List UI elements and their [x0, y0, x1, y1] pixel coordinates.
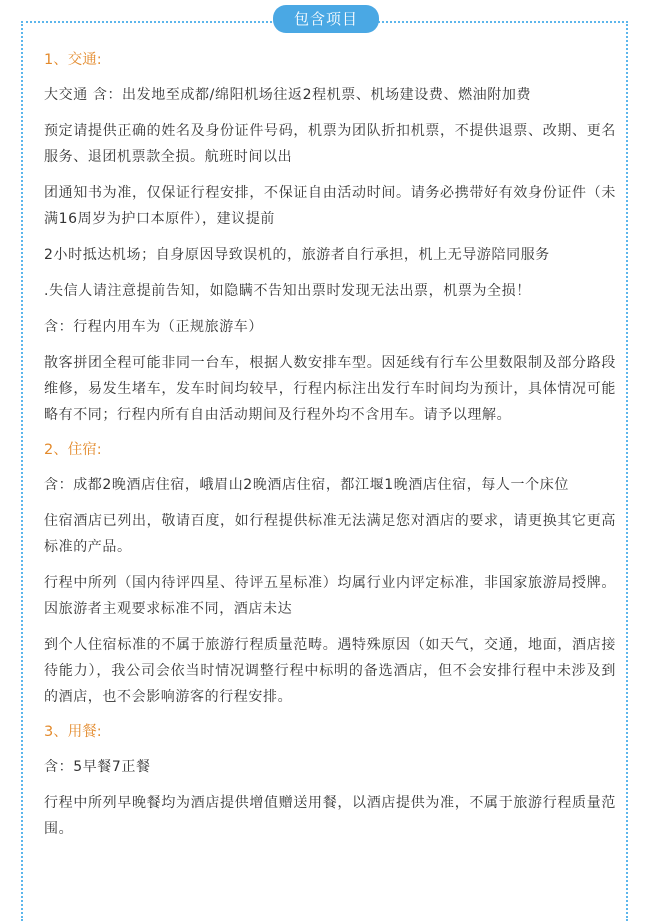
meals-heading: 3、用餐: [44, 724, 102, 740]
transport-heading: 1、交通: [44, 52, 102, 68]
transport-paragraph: 团通知书为准，仅保证行程安排，不保证自由活动时间。请务必携带好有效身份证件（未满16周岁为护口本原件），建议提前 [44, 185, 616, 227]
transport-paragraph: .失信人请注意提前告知，如隐瞒不告知出票时发现无法出票，机票为全损！ [44, 283, 531, 299]
transport-paragraph: 预定请提供正确的姓名及身份证件号码，机票为团队折扣机票，不提供退票、改期、更名服务、退团机票款全损。航班时间以出 [44, 123, 616, 165]
lodging-paragraph: 行程中所列（国内待评四星、待评五星标准）均属行业内评定标准，非国家旅游局授牌。因旅游者主观要求标准不同，酒店未达 [44, 575, 616, 617]
section-title-badge: 包含项目 [273, 5, 379, 33]
transport-paragraph: 大交通 含：出发地至成都/绵阳机场往返2程机票、机场建设费、燃油附加费 [44, 87, 532, 103]
lodging-paragraph: 到个人住宿标准的不属于旅游行程质量范畴。遇特殊原因（如天气，交通，地面，酒店接待能力），我公司会依当时情况调整行程中标明的备选酒店，但不会安排行程中未涉及到的酒店，也不会影响游客的行程安排。 [44, 637, 616, 705]
transport-paragraph: 含：行程内用车为（正规旅游车） [44, 319, 263, 335]
meals-paragraph: 行程中所列早晚餐均为酒店提供增值赠送用餐，以酒店提供为准，不属于旅游行程质量范围。 [44, 795, 616, 837]
transport-paragraph: 散客拼团全程可能非同一台车，根据人数安排车型。因延线有行车公里数限制及部分路段维修，易发生堵车，发车时间均较早，行程内标注出发行车时间均为预计，具体情况可能略有不同；行程内所有自由活动期间及行程外均不含用车。请予以理解。 [44, 355, 616, 423]
transport-paragraph: 2小时抵达机场；自身原因导致误机的，旅游者自行承担，机上无导游陪同服务 [44, 247, 550, 263]
included-items-content [44, 46, 616, 852]
lodging-paragraph: 含：成都2晚酒店住宿，峨眉山2晚酒店住宿，都江堰1晚酒店住宿，每人一个床位 [44, 477, 569, 493]
meals-paragraph: 含：5早餐7正餐 [44, 759, 151, 775]
lodging-paragraph: 住宿酒店已列出，敬请百度，如行程提供标准无法满足您对酒店的要求，请更换其它更高标准的产品。 [44, 513, 616, 555]
lodging-heading: 2、住宿: [44, 442, 102, 458]
